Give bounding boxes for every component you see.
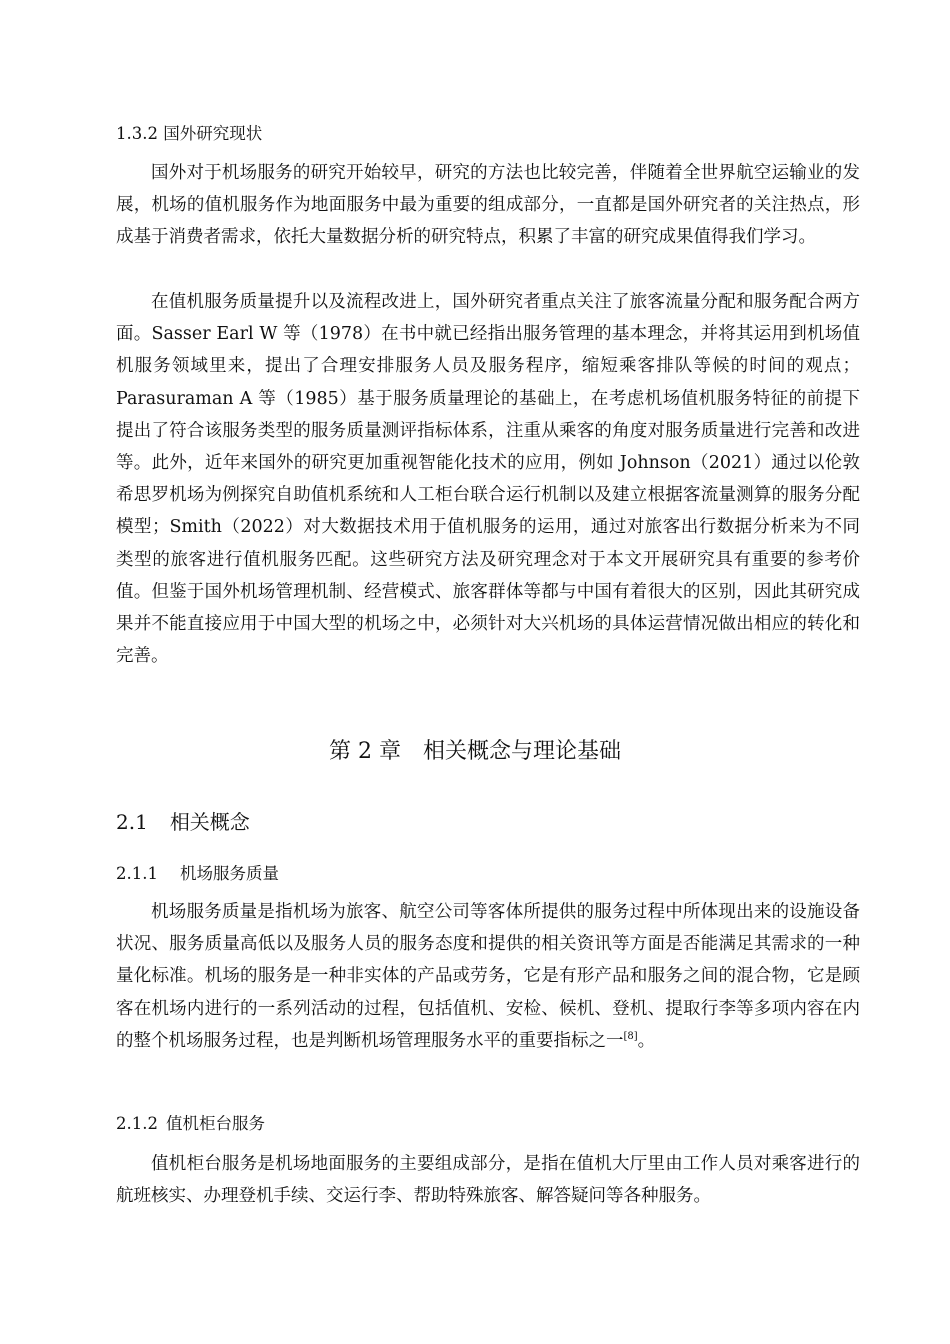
section-title: 相关概念 — [169, 810, 250, 834]
chapter-name: 相关概念与理论基础 — [422, 739, 621, 764]
paragraph-text: 机场服务质量是指机场为旅客、航空公司等客体所提供的服务过程中所体现出来的设施设备状况、服务质量高低以及服务人员的服务态度和提供的相关资讯等方面是否能满足其需求的一种量化标准。机场的服务是一种非实体的产品或劳务，它是有形产品和服务之间的混合物，它是顾客在机场内进行的一系列活动的过程，包括值机、安检、候机、登机、提取行李等多项内容在内的整个机场服务过程，也是判断机场管理服务水平的重要指标之一 — [116, 902, 860, 1051]
section-title: 机场服务质量 — [179, 864, 279, 883]
citation-ref: [8] — [623, 1030, 638, 1042]
section-title: 值机柜台服务 — [165, 1114, 265, 1133]
section-number: 2.1 — [116, 810, 148, 834]
section-2-1-1-heading — [116, 860, 279, 884]
section-1-3-2-heading: 1.3.2 国外研究现状 — [116, 124, 263, 143]
section-number: 2.1.2 — [116, 1114, 158, 1133]
chapter-title — [0, 734, 950, 765]
paragraph-end: 。 — [637, 1030, 656, 1051]
body-paragraph: 在值机服务质量提升以及流程改进上，国外研究者重点关注了旅客流量分配和服务配合两方面。Sasser Earl W 等（1978）在书中就已经指出服务管理的基本理念，并将其运用到机场值机服务领域里来，提出了合理安排服务人员及服务程序，缩短乘客排队等候的时间的观点；Parasuraman A 等（1985）基于服务质量理论的基础上，在考虑机场值机服务特征的前提下提出了符合该服务类型的服务质量测评指标体系，注重从乘客的角度对服务质量进行完善和改进等。此外，近年来国外的研究更加重视智能化技术的应用，例如 Johnson（2021）通过以伦敦希思罗机场为例探究自助值机系统和人工柜台联合运行机制以及建立根据客流量测算的服务分配模型；Smith（2022）对大数据技术用于值机服务的运用，通过对旅客出行数据分析来为不同类型的旅客进行值机服务匹配。这些研究方法及研究理念对于本文开展研究具有重要的参考价值。但鉴于国外机场管理机制、经营模式、旅客群体等都与中国有着很大的区别，因此其研究成果并不能直接应用于中国大型的机场之中，必须针对大兴机场的具体运营情况做出相应的转化和完善。 — [116, 292, 860, 667]
section-number: 2.1.1 — [116, 864, 158, 883]
body-paragraph: 国外对于机场服务的研究开始较早，研究的方法也比较完善，伴随着全世界航空运输业的发展，机场的值机服务作为地面服务中最为重要的组成部分，一直都是国外研究者的关注热点，形成基于消费者需求，依托大量数据分析的研究特点，积累了丰富的研究成果值得我们学习。 — [116, 163, 860, 248]
section-2-1-heading — [116, 806, 250, 835]
section-2-1-2-heading — [116, 1110, 265, 1134]
chapter-number: 第 2 章 — [329, 739, 401, 764]
body-paragraph — [116, 896, 860, 1057]
body-paragraph: 值机柜台服务是机场地面服务的主要组成部分，是指在值机大厅里由工作人员对乘客进行的航班核实、办理登机手续、交运行李、帮助特殊旅客、解答疑问等各种服务。 — [116, 1154, 860, 1207]
